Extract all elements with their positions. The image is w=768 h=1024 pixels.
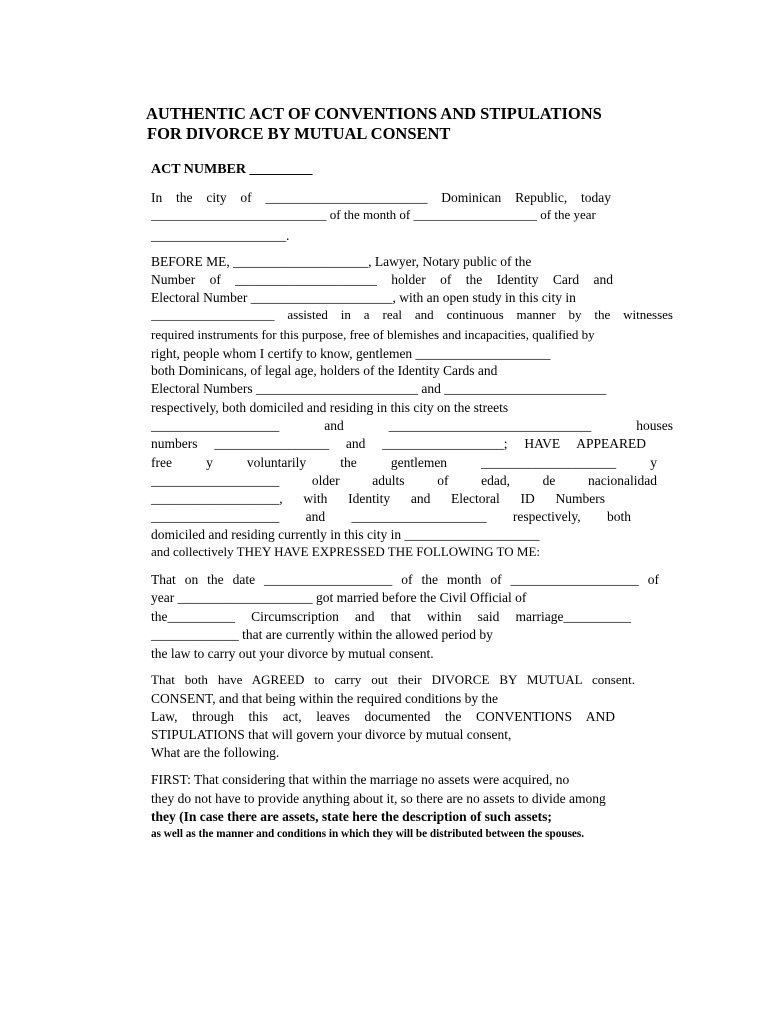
- body-line-bold-small: as well as the manner and conditions in which they will be distributed between the spouses.: [151, 828, 585, 840]
- body-line-bold: they (In case there are assets, state here the description of such assets;: [151, 809, 552, 824]
- body-line: Electoral Numbers ________________________ and ________________________: [151, 381, 607, 396]
- body-line: BEFORE ME, ____________________, Lawyer, Notary public of the: [151, 254, 532, 269]
- body-line: In the city of ________________________ Dominican Republic, today: [151, 190, 611, 205]
- body-line: year ____________________ got married before the Civil Official of: [151, 590, 527, 605]
- body-line: CONSENT, and that being within the required conditions by the: [151, 691, 498, 706]
- body-line: domiciled and residing currently in this city in ____________________: [151, 527, 540, 542]
- body-line: and collectively THEY HAVE EXPRESSED THE FOLLOWING TO ME:: [151, 544, 541, 559]
- body-line: ___________________________ of the month of ___________________ of the year: [151, 207, 596, 222]
- document-title-line-1: AUTHENTIC ACT OF CONVENTIONS AND STIPULATIONS: [146, 104, 602, 123]
- body-line: both Dominicans, of legal age, holders of the Identity Cards and: [151, 363, 498, 378]
- body-line: respectively, both domiciled and residing in this city on the streets: [151, 400, 509, 415]
- document-title-line-2: FOR DIVORCE BY MUTUAL CONSENT: [147, 124, 451, 143]
- body-line: the law to carry out your divorce by mutual consent.: [151, 646, 434, 661]
- body-line: Number of _____________________ holder of the Identity Card and: [151, 272, 613, 287]
- body-line: free y voluntarily the gentlemen ____________________ y: [151, 455, 657, 470]
- body-line: ___________________, with Identity and Electoral ID Numbers: [151, 491, 605, 506]
- act-number-heading: ACT NUMBER _________: [151, 162, 313, 177]
- body-line: ____________________.: [151, 228, 290, 243]
- body-line: STIPULATIONS that will govern your divorce by mutual consent,: [151, 727, 512, 742]
- body-line: Electoral Number _____________________, with an open study in this city in: [151, 290, 576, 305]
- body-line: FIRST: That considering that within the marriage no assets were acquired, no: [151, 772, 570, 787]
- body-line: _____________ that are currently within the allowed period by: [151, 627, 493, 642]
- body-line: ___________________ and ____________________ respectively, both: [151, 509, 631, 524]
- body-line: That on the date ___________________ of the month of ___________________ of: [151, 572, 659, 587]
- body-line: ___________________ and ______________________________ houses: [151, 418, 673, 433]
- body-line: required instruments for this purpose, free of blemishes and incapacities, qualified by: [151, 327, 595, 342]
- body-line: That both have AGREED to carry out their DIVORCE BY MUTUAL consent.: [151, 672, 635, 687]
- body-line: ___________________ assisted in a real and continuous manner by the witnesses: [151, 307, 673, 322]
- body-line: Law, through this act, leaves documented the CONVENTIONS AND: [151, 709, 615, 724]
- body-line: What are the following.: [151, 745, 280, 760]
- body-line: ___________________ older adults of edad, de nacionalidad: [151, 473, 657, 488]
- body-line: right, people whom I certify to know, gentlemen ____________________: [151, 346, 551, 361]
- body-line: the__________ Circumscription and that within said marriage__________: [151, 609, 631, 624]
- body-line: numbers _________________ and __________________; HAVE APPEARED: [151, 436, 646, 451]
- body-line: they do not have to provide anything about it, so there are no assets to divide among: [151, 791, 606, 806]
